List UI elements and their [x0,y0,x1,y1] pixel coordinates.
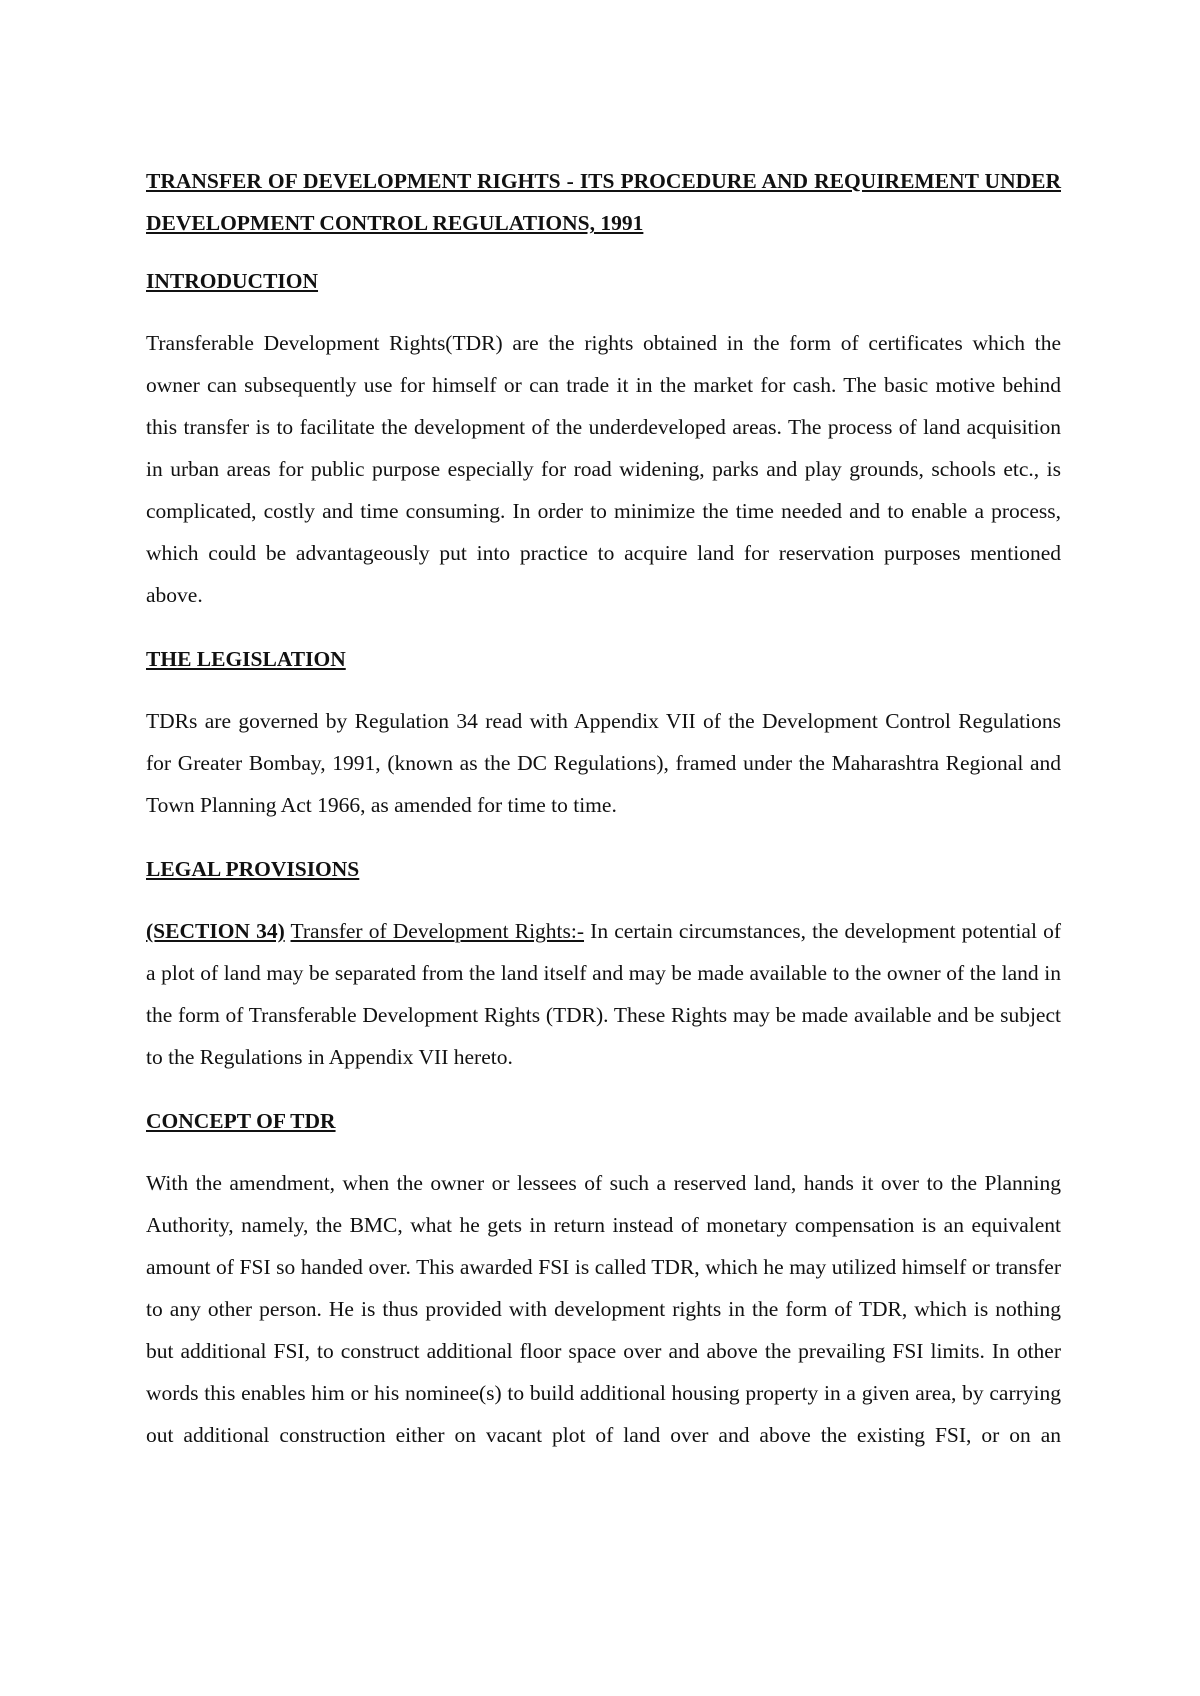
document-title: TRANSFER OF DEVELOPMENT RIGHTS - ITS PROCEDURE AND REQUIREMENT UNDER DEVELOPMENT CONTROL REGULATIONS, 1991 [146,169,1061,235]
paragraph-legal-provisions [146,910,1061,1078]
section-reference: (SECTION 34) [146,919,285,943]
heading-legislation: THE LEGISLATION [146,647,346,671]
section-title: Transfer of Development Rights:- [290,919,585,943]
paragraph-legislation: TDRs are governed by Regulation 34 read with Appendix VII of the Development Control Regulations for Greater Bombay, 1991, (known as the DC Regulations), framed under the Maharashtra Regional and Town Planning Act 1966, as amended for time to time. [146,709,1061,817]
document-page [146,160,1061,1456]
heading-legal-provisions: LEGAL PROVISIONS [146,857,360,881]
section-body: In certain circumstances, the development potential of a plot of land may be separated from the land itself and may be made available to the owner of the land in the form of Transferable Development Rights (TDR). These Rights may be made available and be subject to the Regulations in Appendix VII hereto. [146,919,1061,1069]
heading-introduction: INTRODUCTION [146,269,319,293]
paragraph-introduction: Transferable Development Rights(TDR) are the rights obtained in the form of certificates which the owner can subsequently use for himself or can trade it in the market for cash. The basic motive behind this transfer is to facilitate the development of the underdeveloped areas. The process of land acquisition in urban areas for public purpose especially for road widening, parks and play grounds, schools etc., is complicated, costly and time consuming. In order to minimize the time needed and to enable a process, which could be advantageously put into practice to acquire land for reservation purposes mentioned above. [146,331,1061,607]
paragraph-concept: With the amendment, when the owner or lessees of such a reserved land, hands it over to the Planning Authority, namely, the BMC, what he gets in return instead of monetary compensation is an equivalent amount of FSI so handed over. This awarded FSI is called TDR, which he may utilized himself or transfer to any other person. He is thus provided with development rights in the form of TDR, which is nothing but additional FSI, to construct additional floor space over and above the prevailing FSI limits. In other words this enables him or his nominee(s) to build additional housing property in a given area, by carrying out additional construction either on vacant plot of land over and above the existing FSI, or on an [146,1171,1061,1447]
heading-concept: CONCEPT OF TDR [146,1109,336,1133]
